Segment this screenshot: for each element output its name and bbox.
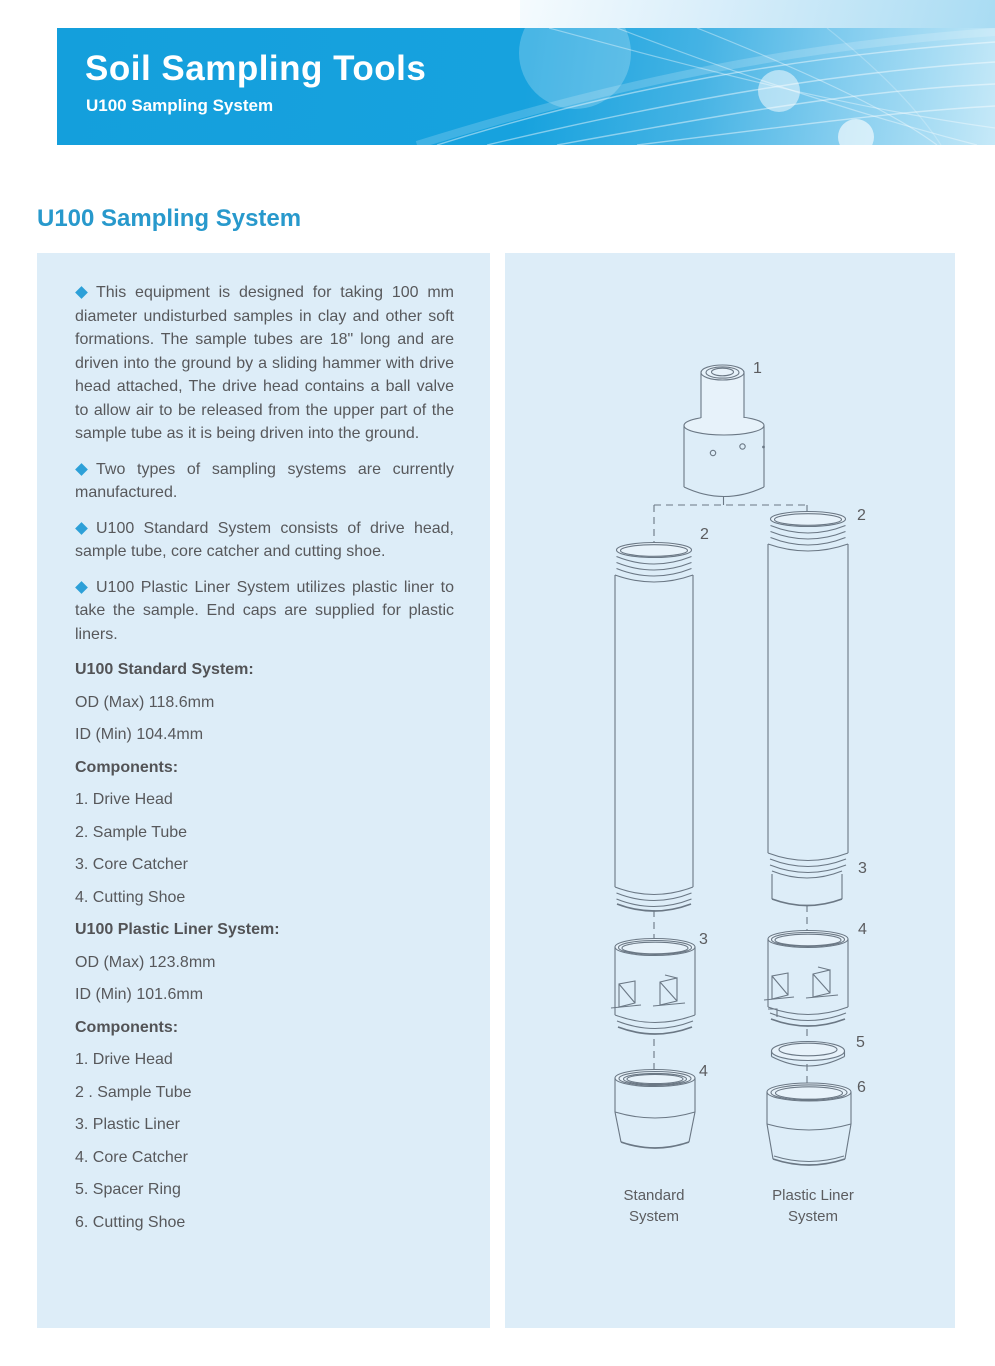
bullet-text: U100 Standard System consists of drive head, sample tube, core catcher and cutting shoe. [75,519,454,560]
part-label-plastic-cutting-shoe: 6 [857,1079,866,1096]
header-banner [57,28,995,145]
component-item: 4. Core Catcher [75,1148,188,1166]
standard-core-catcher-drawing [611,939,695,1035]
standard-system-caption: Standard System [623,1187,685,1225]
section-heading: U100 Sampling System [37,205,302,232]
part-label-drive-head: 1 [753,360,762,377]
part-label-plastic-liner: 3 [858,860,867,877]
component-item: 1. Drive Head [75,791,173,808]
component-item: 3. Core Catcher [75,856,188,873]
standard-components-title: Components: [75,758,179,776]
bullet-text: U100 Plastic Liner System utilizes plastic liner to take the sample. End caps are supplied for plastic liners. [75,578,454,643]
spacer-ring-drawing [772,1042,845,1067]
plastic-cutting-shoe-drawing [767,1083,851,1165]
header-top-strip [520,0,995,29]
standard-cutting-shoe-drawing [615,1070,695,1149]
component-item: 2. Sample Tube [75,823,188,841]
drive-head-drawing [684,365,765,497]
component-item: 4. Cutting Shoe [75,888,186,906]
plastic-liner-drawing [772,874,842,906]
bullet-text: This equipment is designed for taking 100 mm diameter undisturbed samples in clay and other soft formations. The sample tubes are 18" long and are driven into the ground by a sliding hammer with drive head attached, The drive head contains a ball valve to allow air to be released from the upper part of the sample tube as it is being driven into the ground. [75,284,454,442]
plastic-system-title: U100 Plastic Liner System: [75,921,280,938]
bullet-paragraph [75,458,454,505]
info-panel [37,253,490,1328]
bullet-paragraph [75,576,454,647]
standard-sample-tube-drawing [615,543,693,912]
bullet-paragraph [75,517,454,564]
plastic-system-caption: Plastic Liner System [772,1187,854,1225]
diamond-bullet-icon [75,581,88,594]
standard-od-spec: OD (Max) 118.6mm [75,693,215,711]
bullet-list [75,281,454,646]
page-title: Soil Sampling Tools [85,49,427,88]
plastic-components-title: Components: [75,1018,179,1036]
diamond-bullet-icon [75,286,88,299]
standard-system-title: U100 Standard System: [75,661,254,678]
part-label-standard-core-catcher: 3 [699,931,708,948]
component-item: 6. Cutting Shoe [75,1213,186,1231]
plastic-sample-tube-drawing [768,512,848,879]
plastic-core-catcher-drawing [764,931,848,1027]
part-label-plastic-core-catcher: 4 [858,921,867,938]
component-item: 5. Spacer Ring [75,1181,181,1198]
page-subtitle: U100 Sampling System [86,96,274,115]
diamond-bullet-icon [75,522,88,535]
component-item: 1. Drive Head [75,1051,173,1068]
diagram-panel [505,253,955,1328]
part-label-spacer-ring: 5 [856,1034,865,1051]
bullet-text: Two types of sampling systems are currently manufactured. [75,460,454,501]
part-label-plastic-tube: 2 [857,507,866,524]
plastic-components-list [75,1048,454,1234]
part-label-standard-tube: 2 [700,526,709,543]
diagram-svg [505,253,955,1328]
part-label-standard-cutting-shoe: 4 [699,1063,708,1080]
component-item: 3. Plastic Liner [75,1116,180,1133]
diamond-bullet-icon [75,463,88,476]
standard-components-list [75,788,454,909]
component-item: 2 . Sample Tube [75,1083,192,1101]
bullet-paragraph [75,281,454,446]
standard-id-spec: ID (Min) 104.4mm [75,726,204,743]
plastic-od-spec: OD (Max) 123.8mm [75,953,216,971]
plastic-id-spec: ID (Min) 101.6mm [75,986,204,1003]
